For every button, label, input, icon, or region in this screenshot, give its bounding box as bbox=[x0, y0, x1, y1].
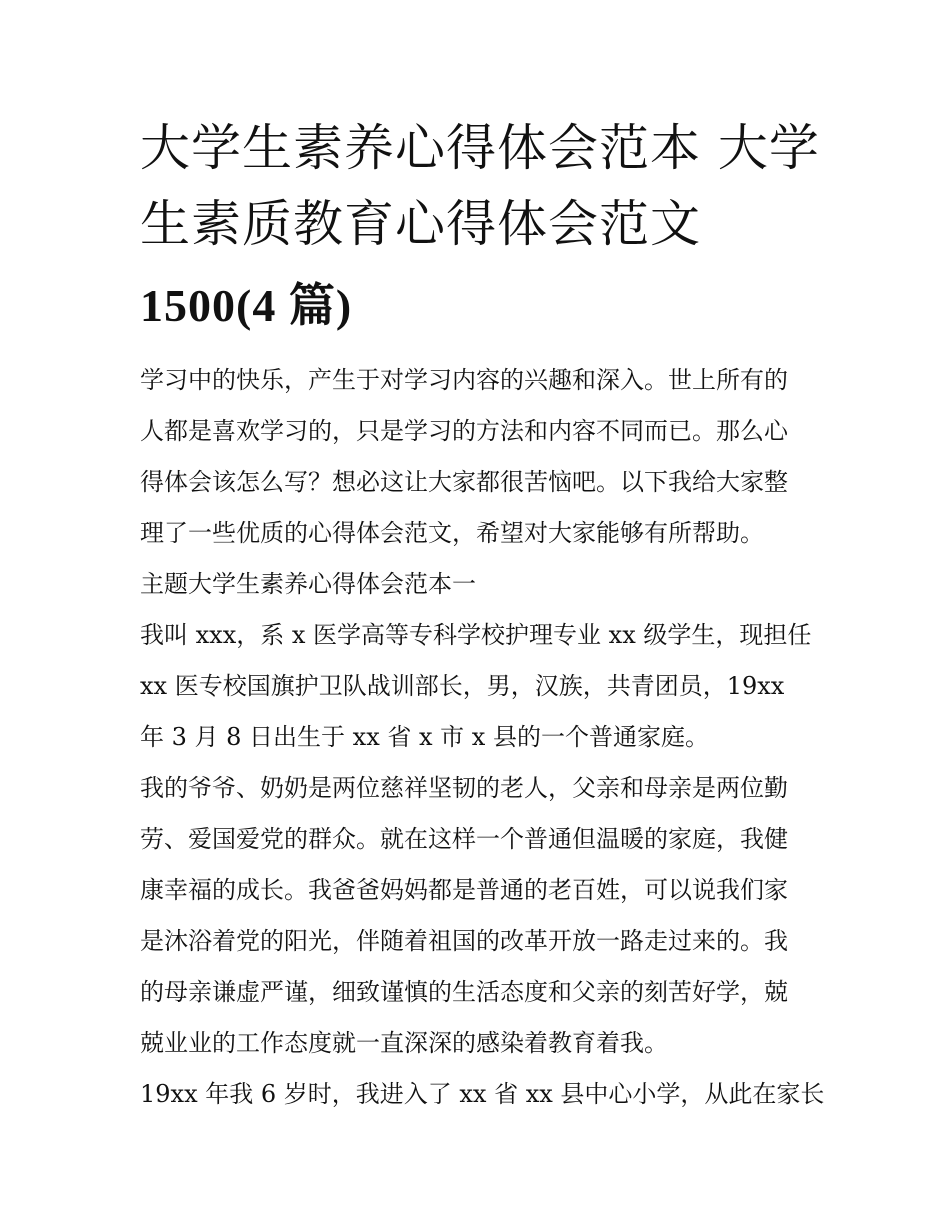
text-line: 我叫 xxx，系 x 医学高等专科学校护理专业 xx 级学生，现担任 bbox=[140, 621, 812, 649]
text-line: 人都是喜欢学习的，只是学习的方法和内容不同而已。那么心 bbox=[140, 417, 788, 445]
text-line: 得体会该怎么写？想必这让大家都很苦恼吧。以下我给大家整 bbox=[140, 468, 788, 496]
document-body bbox=[140, 355, 825, 1120]
text-line: 年 3 月 8 日出生于 xx 省 x 市 x 县的一个普通家庭。 bbox=[140, 723, 709, 751]
text-line: xx 医专校国旗护卫队战训部长，男，汉族，共青团员，19xx bbox=[140, 672, 785, 700]
text-line: 的母亲谦虚严谨，细致谨慎的生活态度和父亲的刻苦好学，兢 bbox=[140, 978, 788, 1006]
title-line-2: 生素质教育心得体会范文 bbox=[140, 195, 701, 253]
text-line: 19xx 年我 6 岁时，我进入了 xx 省 xx 县中心小学，从此在家长 bbox=[140, 1080, 825, 1108]
title-line-3: 1500(4 篇) bbox=[140, 280, 353, 331]
text-line: 我的爷爷、奶奶是两位慈祥坚韧的老人，父亲和母亲是两位勤 bbox=[140, 774, 788, 802]
text-line: 是沐浴着党的阳光，伴随着祖国的改革开放一路走过来的。我 bbox=[140, 927, 788, 955]
section-heading: 主题大学生素养心得体会范本一 bbox=[140, 570, 476, 598]
text-line: 康幸福的成长。我爸爸妈妈都是普通的老百姓，可以说我们家 bbox=[140, 876, 788, 904]
text-line: 理了一些优质的心得体会范文，希望对大家能够有所帮助。 bbox=[140, 519, 764, 547]
title-line-1: 大学生素养心得体会范本 大学 bbox=[140, 119, 820, 177]
text-line: 学习中的快乐，产生于对学习内容的兴趣和深入。世上所有的 bbox=[140, 366, 788, 394]
text-line: 兢业业的工作态度就一直深深的感染着教育着我。 bbox=[140, 1029, 668, 1057]
text-line: 劳、爱国爱党的群众。就在这样一个普通但温暖的家庭，我健 bbox=[140, 825, 788, 853]
document-title bbox=[140, 110, 820, 344]
